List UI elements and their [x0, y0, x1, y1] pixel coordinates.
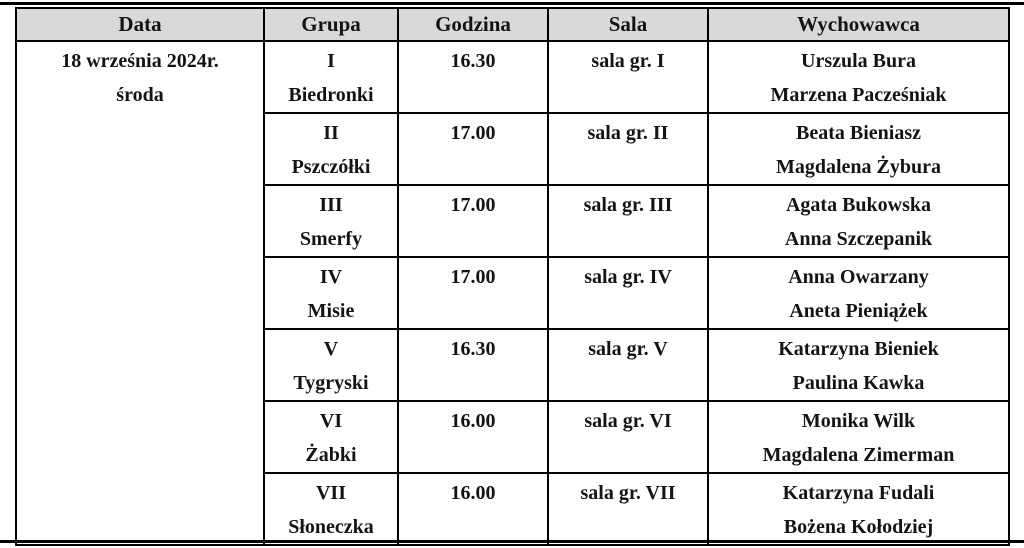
column-header-data: Data — [16, 8, 264, 41]
group-number: IV — [319, 266, 343, 288]
group-name: Smerfy — [299, 228, 363, 250]
group-cell — [264, 329, 398, 401]
room-cell — [548, 41, 708, 113]
group-number: I — [327, 50, 335, 72]
group-cell — [264, 401, 398, 473]
room-cell — [548, 257, 708, 329]
room-value: sala gr. V — [588, 338, 668, 360]
table-header-row — [16, 8, 1009, 41]
teacher-name: Bożena Kołodziej — [783, 516, 934, 538]
group-name: Tygryski — [293, 372, 369, 394]
group-number: III — [319, 194, 343, 216]
room-value: sala gr. I — [591, 50, 665, 72]
group-name: Słoneczka — [288, 516, 374, 538]
teacher-name: Paulina Kawka — [792, 372, 925, 394]
date-cell — [16, 41, 264, 545]
teacher-name: Monika Wilk — [801, 410, 916, 432]
time-cell — [398, 473, 548, 545]
column-header-grupa: Grupa — [264, 8, 398, 41]
time-value: 17.00 — [450, 122, 496, 144]
teachers-cell — [708, 473, 1009, 545]
date-line: 18 września 2024r. — [61, 50, 219, 72]
teacher-name: Anna Szczepanik — [784, 228, 933, 250]
room-value: sala gr. VII — [580, 482, 676, 504]
time-cell — [398, 185, 548, 257]
room-value: sala gr. III — [583, 194, 673, 216]
schedule-table — [15, 7, 1010, 546]
group-cell — [264, 41, 398, 113]
room-value: sala gr. II — [587, 122, 669, 144]
group-number: V — [323, 338, 339, 360]
teachers-cell — [708, 185, 1009, 257]
teachers-cell — [708, 113, 1009, 185]
time-value: 16.00 — [450, 410, 496, 432]
teacher-name: Anna Owarzany — [788, 266, 929, 288]
page-top-rule — [0, 2, 1024, 5]
time-value: 16.30 — [450, 50, 496, 72]
teachers-cell — [708, 257, 1009, 329]
room-value: sala gr. VI — [584, 410, 672, 432]
room-cell — [548, 401, 708, 473]
group-cell — [264, 473, 398, 545]
time-value: 17.00 — [450, 266, 496, 288]
time-cell — [398, 257, 548, 329]
room-cell — [548, 113, 708, 185]
teacher-name: Aneta Pieniążek — [789, 300, 928, 322]
time-value: 17.00 — [450, 194, 496, 216]
teachers-cell — [708, 41, 1009, 113]
group-number: VII — [315, 482, 346, 504]
teacher-name: Marzena Pacześniak — [770, 84, 947, 106]
teacher-name: Agata Bukowska — [785, 194, 932, 216]
column-header-wychowawca: Wychowawca — [708, 8, 1009, 41]
group-cell — [264, 257, 398, 329]
group-number: VI — [319, 410, 343, 432]
room-value: sala gr. IV — [584, 266, 672, 288]
group-number: II — [323, 122, 339, 144]
group-name: Biedronki — [288, 84, 374, 106]
column-header-sala: Sala — [548, 8, 708, 41]
time-value: 16.30 — [450, 338, 496, 360]
time-cell — [398, 113, 548, 185]
column-header-godzina: Godzina — [398, 8, 548, 41]
group-cell — [264, 113, 398, 185]
time-cell — [398, 329, 548, 401]
table-row — [16, 41, 1009, 113]
group-name: Misie — [307, 300, 355, 322]
group-name: Pszczółki — [291, 156, 371, 178]
teacher-name: Katarzyna Fudali — [782, 482, 935, 504]
room-cell — [548, 329, 708, 401]
group-name: Żabki — [305, 444, 357, 466]
teachers-cell — [708, 329, 1009, 401]
teacher-name: Beata Bieniasz — [796, 122, 921, 144]
teacher-name: Magdalena Zimerman — [762, 444, 955, 466]
time-cell — [398, 41, 548, 113]
weekday-line: środa — [116, 84, 164, 106]
room-cell — [548, 185, 708, 257]
teacher-name: Magdalena Żybura — [775, 156, 942, 178]
teacher-name: Urszula Bura — [801, 50, 916, 72]
room-cell — [548, 473, 708, 545]
teachers-cell — [708, 401, 1009, 473]
time-cell — [398, 401, 548, 473]
time-value: 16.00 — [450, 482, 496, 504]
teacher-name: Katarzyna Bieniek — [778, 338, 939, 360]
group-cell — [264, 185, 398, 257]
